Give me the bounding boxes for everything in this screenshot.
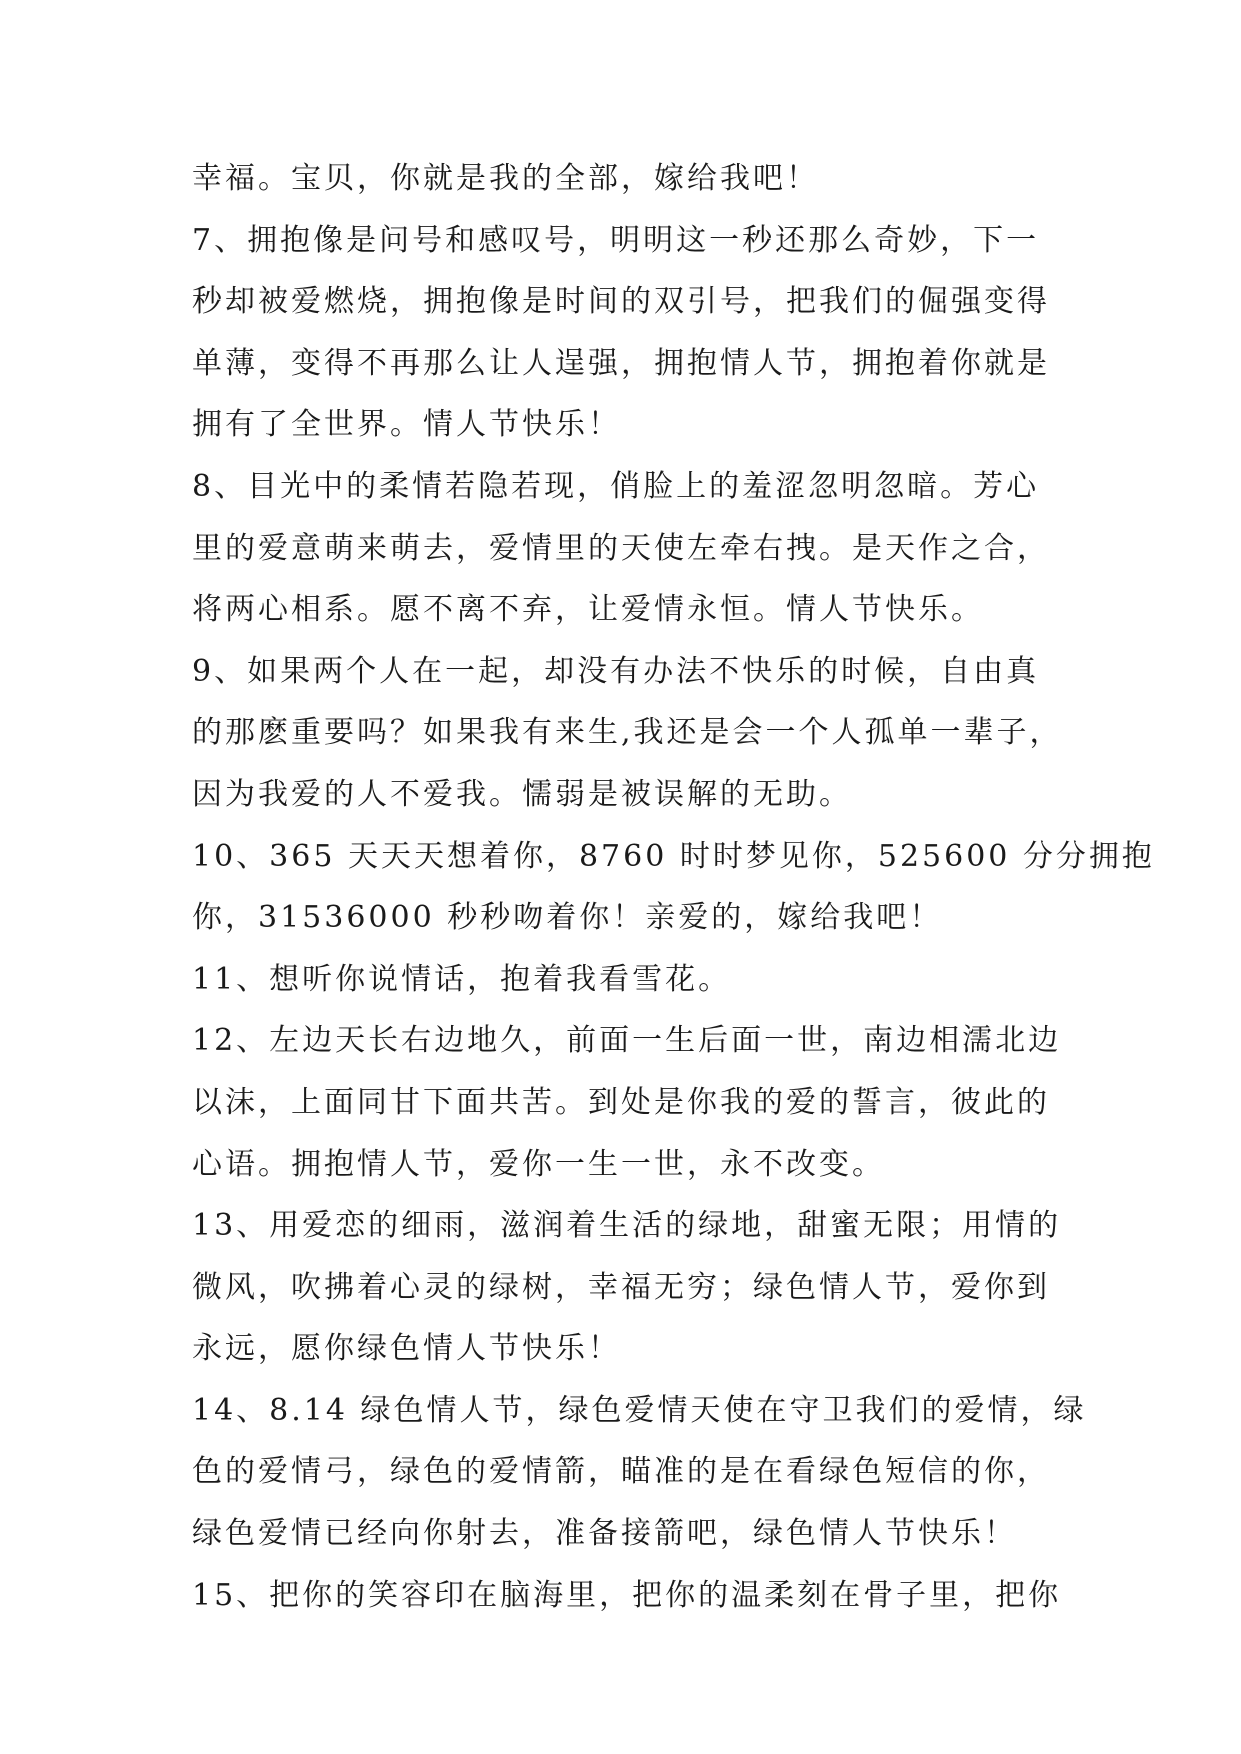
document-body — [192, 148, 1155, 1626]
text-line: 单薄，变得不再那么让人逞强，拥抱情人节，拥抱着你就是 — [192, 345, 1050, 381]
text-line: 14、8.14 绿色情人节，绿色爱情天使在守卫我们的爱情，绿 — [192, 1392, 1087, 1428]
text-line: 7、拥抱像是问号和感叹号，明明这一秒还那么奇妙，下一 — [192, 222, 1040, 258]
text-line: 色的爱情弓，绿色的爱情箭，瞄准的是在看绿色短信的你， — [192, 1454, 1050, 1490]
text-line: 里的爱意萌来萌去，爱情里的天使左牵右拽。是天作之合， — [192, 530, 1050, 566]
text-line: 心语。拥抱情人节，爱你一生一世，永不改变。 — [192, 1146, 885, 1182]
text-line: 绿色爱情已经向你射去，准备接箭吧，绿色情人节快乐！ — [192, 1516, 1017, 1552]
text-line: 秒却被爱燃烧，拥抱像是时间的双引号，把我们的倔强变得 — [192, 284, 1050, 320]
text-line: 15、把你的笑容印在脑海里，把你的温柔刻在骨子里，把你 — [192, 1577, 1062, 1613]
text-line: 的那麽重要吗？如果我有来生,我还是会一个人孤单一辈子， — [192, 715, 1063, 751]
text-line: 因为我爱的人不爱我。懦弱是被误解的无助。 — [192, 776, 852, 812]
text-line: 将两心相系。愿不离不弃，让爱情永恒。情人节快乐。 — [192, 592, 984, 628]
text-line: 幸福。宝贝，你就是我的全部，嫁给我吧！ — [192, 161, 819, 196]
text-line: 你，31536000 秒秒吻着你！亲爱的，嫁给我吧！ — [192, 900, 943, 936]
text-line: 9、如果两个人在一起，却没有办法不快乐的时候，自由真 — [192, 653, 1040, 689]
text-line: 永远，愿你绿色情人节快乐！ — [192, 1331, 621, 1367]
text-line: 12、左边天长右边地久，前面一生后面一世，南边相濡北边 — [192, 1023, 1062, 1059]
text-line: 拥有了全世界。情人节快乐！ — [192, 407, 621, 443]
text-line: 8、目光中的柔情若隐若现，俏脸上的羞涩忽明忽暗。芳心 — [192, 468, 1040, 504]
text-line: 10、365 天天天想着你，8760 时时梦见你，525600 分分拥抱 — [192, 838, 1155, 874]
text-line: 13、用爱恋的细雨，滋润着生活的绿地，甜蜜无限；用情的 — [192, 1208, 1062, 1244]
text-line: 11、想听你说情话，抱着我看雪花。 — [192, 961, 732, 997]
text-line: 以沫，上面同甘下面共苦。到处是你我的爱的誓言，彼此的 — [192, 1084, 1050, 1120]
text-line: 微风，吹拂着心灵的绿树，幸福无穷；绿色情人节，爱你到 — [192, 1269, 1050, 1305]
